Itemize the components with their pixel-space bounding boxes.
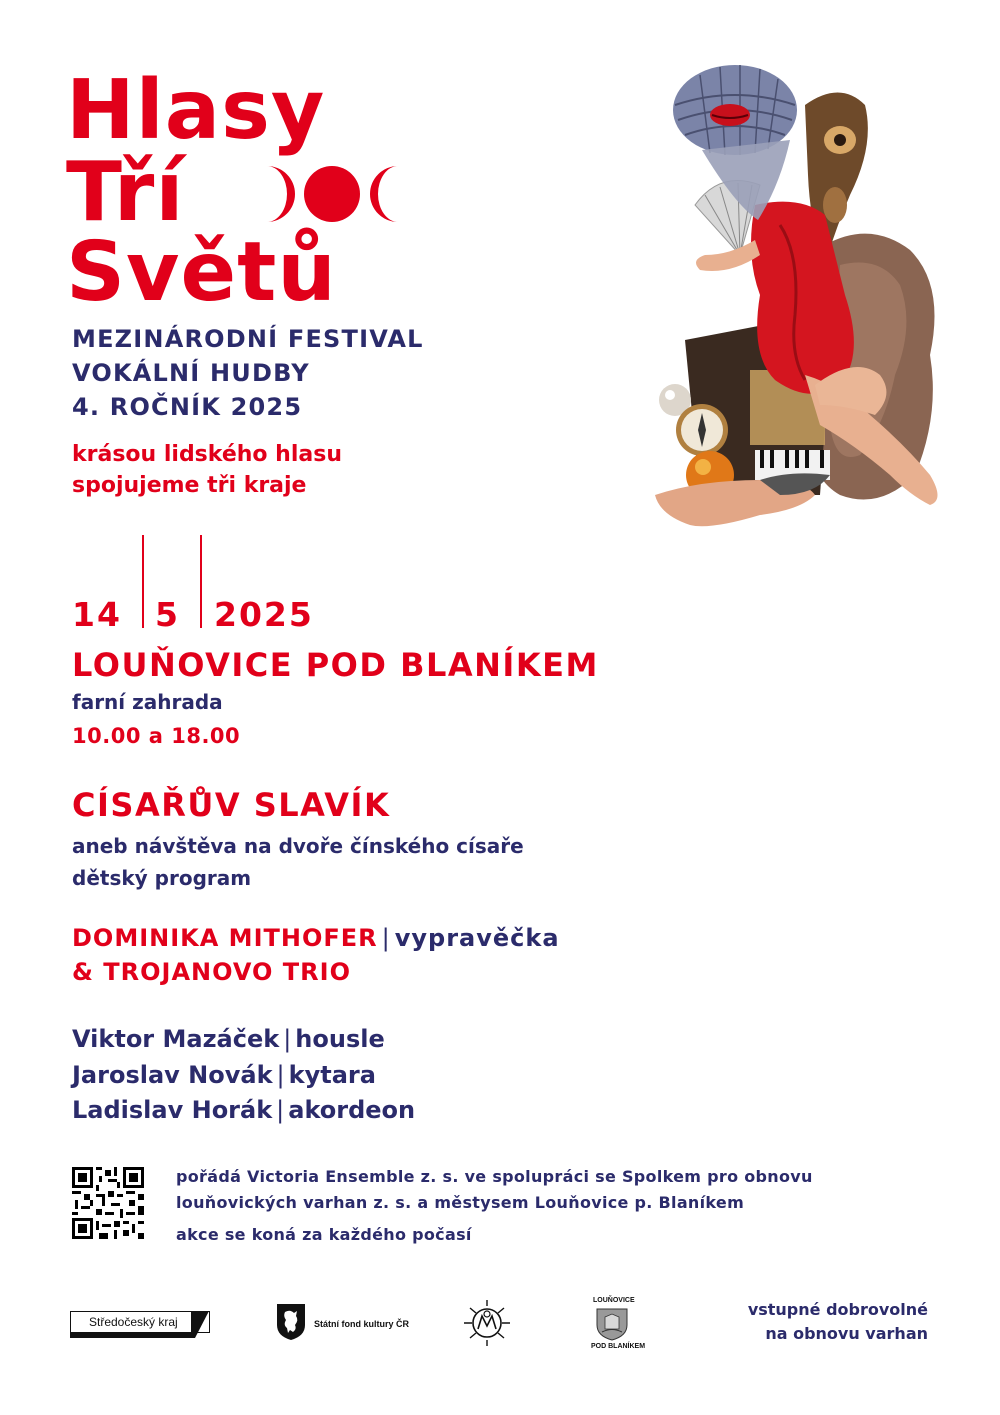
ensemble-emblem-icon [458, 1296, 516, 1350]
separator: | [276, 1096, 285, 1124]
lion-shield-icon [276, 1303, 306, 1341]
logo-kraj-text: Středočeský kraj [89, 1315, 178, 1329]
logo-stredocesky-kraj [70, 1311, 210, 1333]
date-divider-1 [142, 535, 144, 628]
title-line-3: Světů [66, 225, 337, 320]
qr-code[interactable] [72, 1167, 144, 1239]
lead-performer-name: DOMINIKA MITHOFER [72, 924, 378, 952]
logo-statni-fond [276, 1303, 409, 1345]
event-times: 10.00 a 18.00 [72, 724, 241, 748]
festival-subtitle-line-2: VOKÁLNÍ HUDBY [72, 359, 310, 387]
organizer-line-1: pořádá Victoria Ensemble z. s. ve spolupráci se Spolkem pro obnovu [176, 1167, 813, 1186]
title-line-2: Tří [66, 145, 185, 240]
festival-subtitle-line-3: 4. ROČNÍK 2025 [72, 393, 303, 421]
date-month: 5 [155, 595, 180, 634]
separator: | [283, 1025, 292, 1053]
tagline-line-2: spojujeme tři kraje [72, 473, 307, 498]
musician-instrument: kytara [288, 1061, 376, 1089]
lead-performer-role: vypravěčka [394, 924, 560, 952]
musician-name: Viktor Mazáček [72, 1025, 280, 1053]
separator: | [276, 1061, 285, 1089]
admission-line-1: vstupné dobrovolné [747, 1300, 928, 1319]
logo-town-top: LOUŇOVICE [593, 1297, 635, 1304]
musician-row [72, 1058, 376, 1092]
three-worlds-symbol-icon [265, 162, 400, 226]
logo-fond-text: Státní fond kultury ČR [314, 1319, 409, 1329]
date-year: 2025 [214, 595, 314, 634]
date-divider-2 [200, 535, 202, 628]
weather-note: akce se koná za každého počasí [176, 1225, 472, 1244]
date-day: 14 [72, 595, 122, 634]
organizer-line-2: louňovických varhan z. s. a městysem Louňovice p. Blaníkem [176, 1193, 745, 1212]
collage-illustration [640, 55, 960, 545]
musician-name: Jaroslav Novák [72, 1061, 273, 1089]
musician-row [72, 1022, 385, 1056]
musician-row [72, 1093, 415, 1127]
logo-lounovice [588, 1297, 646, 1353]
program-subtitle: aneb návštěva na dvoře čínského císaře [72, 834, 524, 858]
program-title: CÍSAŘŮV SLAVÍK [72, 786, 391, 824]
town-coat-of-arms-icon [595, 1307, 629, 1341]
tagline-line-1: krásou lidského hlasu [72, 442, 342, 467]
title-line-1: Hlasy [66, 63, 326, 158]
event-place: LOUŇOVICE POD BLANÍKEM [72, 646, 599, 684]
lead-performer [72, 924, 560, 952]
event-venue: farní zahrada [72, 690, 223, 714]
logo-town-bottom: POD BLANÍKEM [591, 1343, 646, 1350]
musician-instrument: housle [295, 1025, 385, 1053]
musician-instrument: akordeon [288, 1096, 416, 1124]
admission-info [640, 1298, 928, 1346]
separator: | [381, 924, 391, 952]
admission-line-2: na obnovu varhan [765, 1324, 928, 1343]
musician-name: Ladislav Horák [72, 1096, 273, 1124]
ensemble-name: & TROJANOVO TRIO [72, 958, 351, 986]
festival-subtitle-line-1: MEZINÁRODNÍ FESTIVAL [72, 325, 424, 353]
program-note: dětský program [72, 866, 252, 890]
